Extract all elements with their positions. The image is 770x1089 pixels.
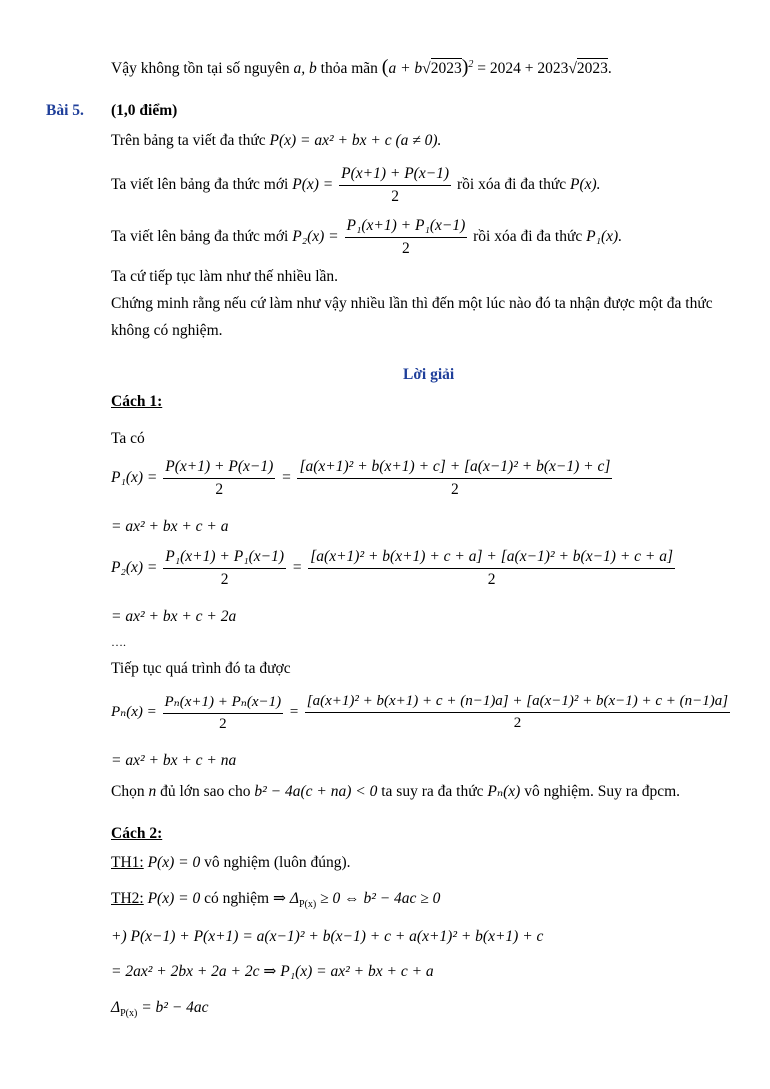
problem-line-1: Trên bảng ta viết đa thức P(x) = ax² + bx + c (a ≠ 0). bbox=[111, 132, 442, 149]
fraction: [a(x+1)² + b(x+1) + c + (n−1)a] + [a(x−1)² + b(x−1) + c + (n−1)a] 2 bbox=[306, 693, 729, 731]
continue-text: Tiếp tục quá trình đó ta được bbox=[111, 660, 291, 677]
problem-line-3: Ta viết lên bảng đa thức mới P₂(x) = $\frac{\text{P₁(x+1) + P₁(x−1)}}{2}$ rồi xóa đi đa thức P₁(x). bbox=[111, 217, 623, 257]
sum-expansion: +) P(x−1) + P(x+1) = a(x−1)² + b(x−1) + c + a(x+1)² + b(x+1) + c bbox=[111, 928, 544, 945]
fraction: $\frac{\text{[a(x+1)² + b(x+1) + c] + [a(x−1)² + b(x−1) + c]}}{2}$ bbox=[299, 458, 611, 498]
conclusion-line: Vậy không tồn tại số nguyên a, b thỏa mãn $(a + b√2023)^2 = 2024 + 2023√2023$. bbox=[111, 56, 612, 78]
equation-p2: P₂(x) = $\frac{\text{P₁(x+1) + P₁(x−1)}}{2}$ = $\frac{\text{[a(x+1)² + b(x+1) + c + a] + [a(x−1)² + b(x−1) + c + a]}}{2}$ bbox=[111, 548, 674, 588]
fraction: $\frac{\text{P₁(x+1) + P₁(x−1)}}{2}$ bbox=[165, 548, 285, 588]
method-1-heading: Cách 1: bbox=[111, 393, 163, 410]
fraction: $\frac{P(x+1) + P(x-1)}{2}$ bbox=[341, 165, 450, 205]
method-2-heading: Cách 2: bbox=[111, 825, 163, 842]
problem-points: (1,0 điểm) bbox=[111, 102, 178, 119]
case-1: TH1: P(x) = 0 vô nghiệm (luôn đúng). bbox=[111, 854, 351, 871]
problem-line-6: không có nghiệm. bbox=[111, 322, 223, 339]
equation-p1: P₁(x) = $\frac{P(x+1) + P(x-1)}{2}$ = $\frac{\text{[a(x+1)² + b(x+1) + c] + [a(x−1)² + b(x−1) + c]}}{2}$ bbox=[111, 458, 611, 498]
problem-line-2: Ta viết lên bảng đa thức mới P(x) = $\frac{P(x+1) + P(x-1)}{2}$ rồi xóa đi đa thức P(x). bbox=[111, 165, 601, 205]
problem-line-5: Chứng minh rằng nếu cứ làm như vậy nhiều lần thì đến một lúc nào đó ta nhận được một đa thức bbox=[111, 295, 713, 312]
ellipsis: …. bbox=[111, 635, 126, 649]
problem-line-4: Ta cứ tiếp tục làm như thế nhiều lần. bbox=[111, 268, 339, 285]
case-2: TH2: P(x) = 0 có nghiệm ⇒ $\Delta_{P(x)} \ge 0$ ⇔ b² − 4ac ≥ 0 bbox=[111, 890, 441, 911]
problem-label: Bài 5. bbox=[46, 102, 84, 119]
fraction: $\frac{\text{P₁(x+1) + P₁(x−1)}}{2}$ bbox=[346, 217, 466, 257]
equation: $(a + b√2023)^2$ bbox=[381, 56, 474, 78]
fraction: $\frac{\text{[a(x+1)² + b(x+1) + c + a] + [a(x−1)² + b(x−1) + c + a]}}{2}$ bbox=[310, 548, 674, 588]
delta-line: $\Delta_{P(x)} = b^2 - 4ac$ bbox=[111, 999, 209, 1020]
ta-co: Ta có bbox=[111, 430, 145, 447]
fraction: $\frac{\text{Pₙ(x+1) + Pₙ(x−1)}}{2}$ bbox=[164, 694, 282, 732]
equation-pn: Pₙ(x) = $\frac{\text{Pₙ(x+1) + Pₙ(x−1)}}{2}$ = [a(x+1)² + b(x+1) + c + (n−1)a] + [a(x−1)² + b(x−1) + c + (n−1)a] 2 bbox=[111, 693, 729, 732]
equation-p2-result: = ax² + bx + c + 2a bbox=[111, 608, 237, 625]
choose-n-line: Chọn n đủ lớn sao cho b² − 4a(c + na) < 0 ta suy ra đa thức Pₙ(x) vô nghiệm. Suy ra đpcm. bbox=[111, 783, 681, 800]
equation-p1-result: = ax² + bx + c + a bbox=[111, 518, 229, 535]
sum-simplified: = 2ax² + 2bx + 2a + 2c ⇒ P₁(x) = ax² + bx + c + a bbox=[111, 963, 434, 980]
solution-heading: Lời giải bbox=[403, 366, 455, 383]
equation-pn-result: = ax² + bx + c + na bbox=[111, 752, 237, 769]
fraction: $\frac{P(x+1) + P(x-1)}{2}$ bbox=[165, 458, 274, 498]
